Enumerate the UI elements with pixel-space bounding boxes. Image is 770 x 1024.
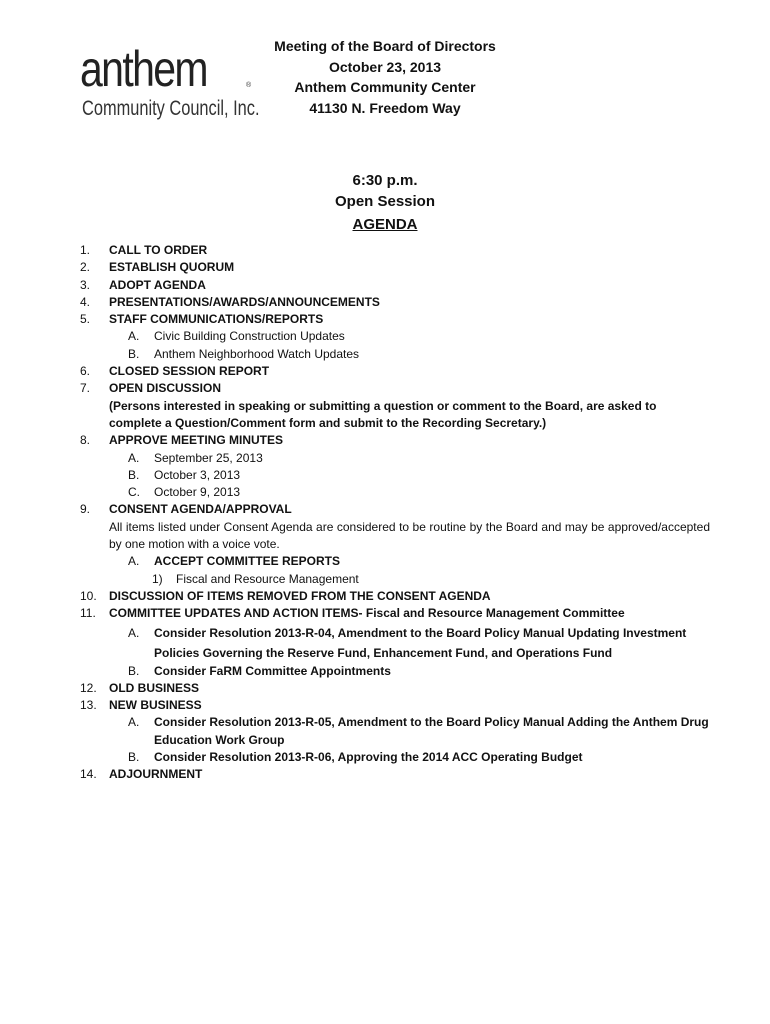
subitem-letter: B. xyxy=(128,663,140,678)
subitem-text: Consider FaRM Committee Appointments xyxy=(154,663,391,678)
agenda-subitem-9a1 xyxy=(80,571,710,588)
session-time: 6:30 p.m. xyxy=(352,172,418,189)
agenda-item-14 xyxy=(80,766,710,783)
item-title: PRESENTATIONS/AWARDS/ANNOUNCEMENTS xyxy=(109,294,380,309)
agenda-subitem-9a xyxy=(80,553,710,570)
agenda-subitem-8b xyxy=(80,467,710,484)
item-number: 3. xyxy=(80,277,91,292)
agenda-item-8 xyxy=(80,432,710,449)
item-title: OLD BUSINESS xyxy=(109,680,200,695)
agenda-subitem-13b xyxy=(80,749,710,766)
agenda-item-1 xyxy=(80,242,710,259)
meeting-title: Meeting of the Board of Directors xyxy=(274,38,496,54)
agenda-subitem-11b xyxy=(80,663,710,680)
agenda-list xyxy=(80,242,710,784)
agenda-subitem-13a xyxy=(80,714,710,749)
item-number: 2. xyxy=(80,260,91,275)
logo-wordmark: anthem xyxy=(80,41,207,97)
item-number: 5. xyxy=(80,312,91,327)
subitem-text: October 3, 2013 xyxy=(154,467,241,482)
agenda-item-6 xyxy=(80,363,710,380)
item-title: CLOSED SESSION REPORT xyxy=(109,364,270,379)
item-number: 4. xyxy=(80,294,91,309)
agenda-item-9 xyxy=(80,501,710,518)
item-number: 7. xyxy=(80,381,91,396)
subitem-letter: A. xyxy=(128,715,140,730)
agenda-item-3 xyxy=(80,277,710,294)
item-number: 13. xyxy=(80,698,97,713)
agenda-subitem-8c xyxy=(80,484,710,501)
subitem-letter: A. xyxy=(128,329,140,344)
item-number: 6. xyxy=(80,364,91,379)
subitem-letter: 1) xyxy=(152,571,163,586)
item-title: OPEN DISCUSSION xyxy=(109,381,222,396)
subitem-text: Consider Resolution 2013-R-06, Approving the 2014 ACC Operating Budget xyxy=(154,750,583,765)
meeting-date: October 23, 2013 xyxy=(328,58,442,75)
agenda-item-12 xyxy=(80,680,710,697)
subitem-text: Civic Building Construction Updates xyxy=(154,329,345,344)
item-number: 9. xyxy=(80,502,91,517)
item-number: 12. xyxy=(80,680,97,695)
agenda-item-10 xyxy=(80,588,710,605)
subitem-text: Fiscal and Resource Management xyxy=(176,571,359,586)
item-number: 14. xyxy=(80,767,97,782)
session-info xyxy=(240,170,530,212)
meeting-venue: Anthem Community Center xyxy=(294,79,476,95)
item-title: COMMITTEE UPDATES AND ACTION ITEMS- Fiscal and Resource Management Committee xyxy=(109,606,625,621)
subitem-text: October 9, 2013 xyxy=(154,485,241,500)
consent-agenda-note: All items listed under Consent Agenda are considered to be routine by the Board and may be approved/accepted by one motion with a voice vote. xyxy=(109,519,710,552)
subitem-text: Consider Resolution 2013-R-04, Amendment to the Board Policy Manual Updating Investment Policies Governing the Reserve Fund, Enhancement Fund, and Operations Fund xyxy=(154,625,687,660)
subitem-letter: A. xyxy=(128,625,140,640)
item-number: 10. xyxy=(80,588,97,603)
subitem-letter: B. xyxy=(128,750,140,765)
agenda-item-7 xyxy=(80,380,710,397)
session-type: Open Session xyxy=(334,193,436,210)
agenda-item-11 xyxy=(80,605,710,622)
item-title: STAFF COMMUNICATIONS/REPORTS xyxy=(109,312,324,327)
item-title: DISCUSSION OF ITEMS REMOVED FROM THE CONSENT AGENDA xyxy=(109,588,491,603)
subitem-letter: B. xyxy=(128,346,140,361)
meeting-address: 41130 N. Freedom Way xyxy=(309,99,461,116)
agenda-item-13 xyxy=(80,697,710,714)
agenda-subitem-5a xyxy=(80,328,710,345)
item-number: 8. xyxy=(80,433,91,448)
agenda-subitem-11a xyxy=(80,623,710,663)
agenda-item-2 xyxy=(80,259,710,276)
agenda-item-5 xyxy=(80,311,710,328)
item-title: ADJOURNMENT xyxy=(109,767,203,782)
agenda-heading: AGENDA xyxy=(352,216,418,233)
subitem-letter: A. xyxy=(128,450,140,465)
subitem-text: September 25, 2013 xyxy=(154,450,263,465)
subitem-text: ACCEPT COMMITTEE REPORTS xyxy=(154,554,341,569)
item-number: 1. xyxy=(80,243,91,257)
item-title: CONSENT AGENDA/APPROVAL xyxy=(109,502,292,517)
item-title: APPROVE MEETING MINUTES xyxy=(109,433,284,448)
agenda-subitem-8a xyxy=(80,450,710,467)
logo-subtitle: Community Council, Inc. xyxy=(82,97,260,120)
item-title: NEW BUSINESS xyxy=(109,698,202,713)
item-title: CALL TO ORDER xyxy=(109,243,208,257)
agenda-subitem-5b xyxy=(80,346,710,363)
subitem-letter: B. xyxy=(128,467,140,482)
item-title: ADOPT AGENDA xyxy=(109,277,206,292)
subitem-letter: A. xyxy=(128,554,140,569)
logo-registered-mark: ® xyxy=(246,82,252,89)
agenda-item-4 xyxy=(80,294,710,311)
meeting-header xyxy=(240,36,530,118)
open-discussion-note: (Persons interested in speaking or submitting a question or comment to the Board, are asked to complete a Question/Comment form and submit to the Recording Secretary.) xyxy=(109,398,657,430)
item-title: ESTABLISH QUORUM xyxy=(109,260,235,275)
subitem-text: Anthem Neighborhood Watch Updates xyxy=(154,346,360,361)
subitem-letter: C. xyxy=(128,485,140,500)
item-number: 11. xyxy=(80,606,96,621)
subitem-text: Consider Resolution 2013-R-05, Amendment to the Board Policy Manual Adding the Anthem Drug Education Work Group xyxy=(154,715,709,747)
